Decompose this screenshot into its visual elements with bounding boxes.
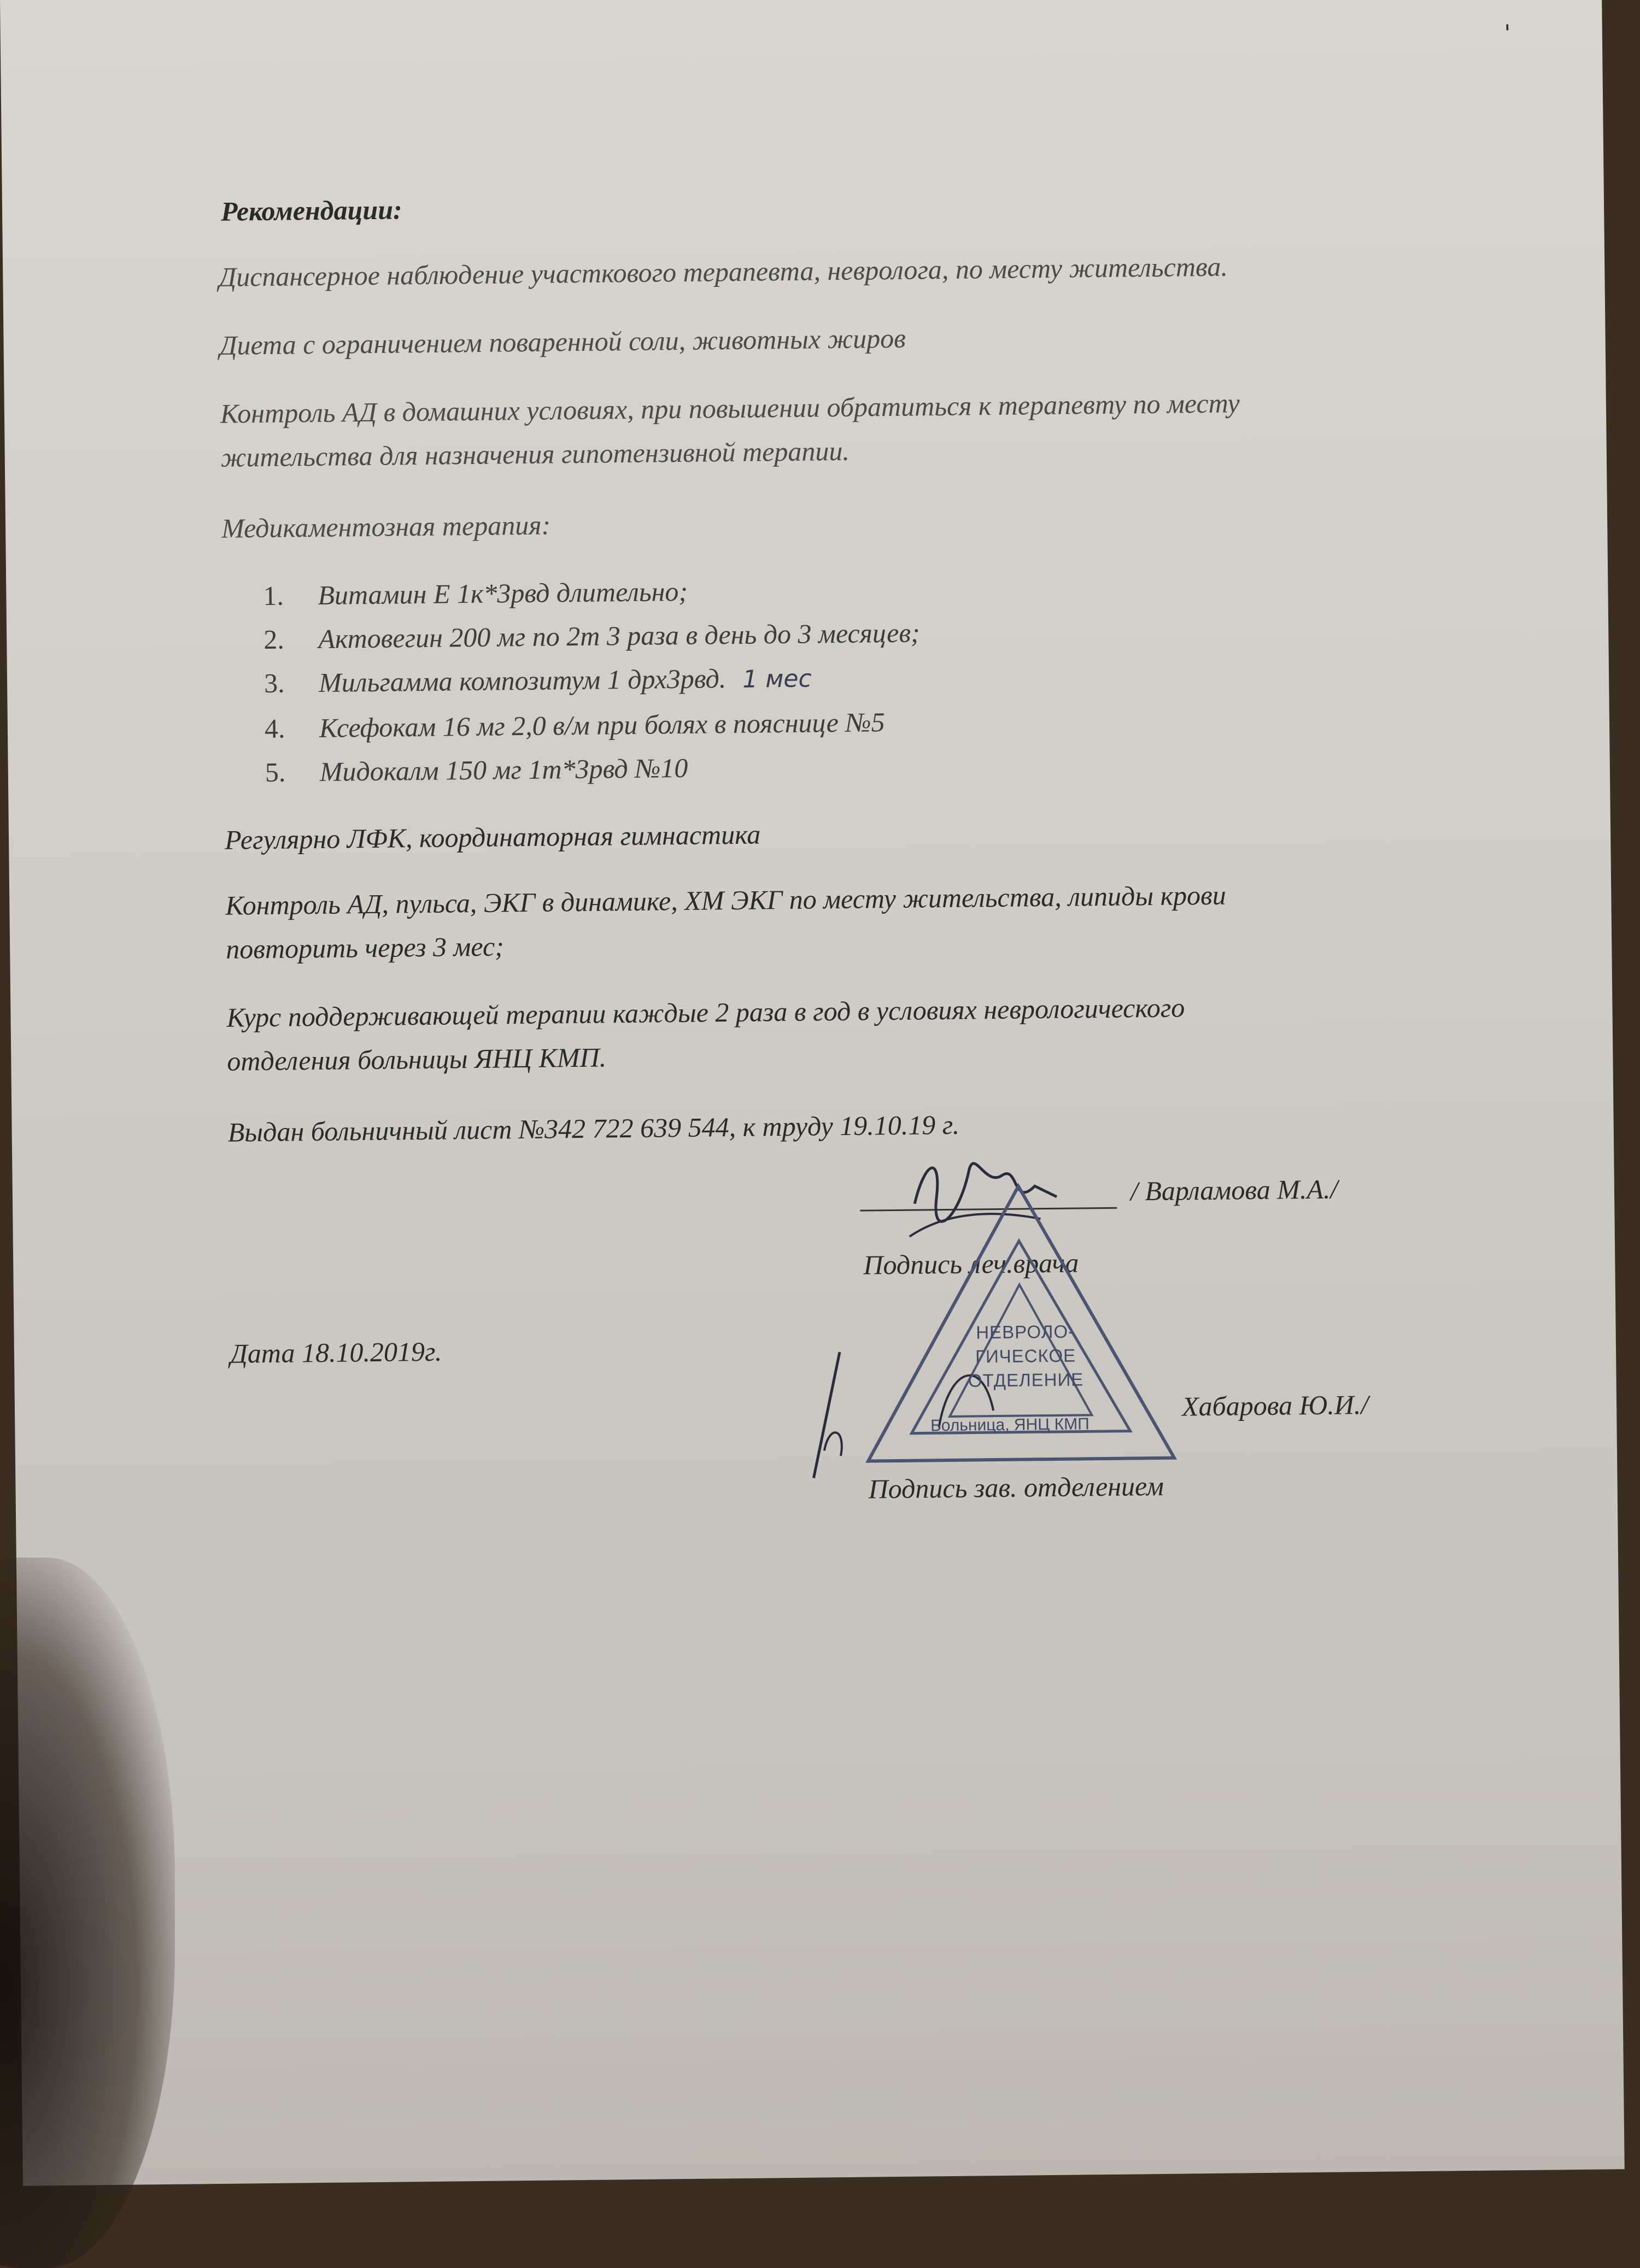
- medication-number: 1.: [263, 580, 284, 612]
- medication-text: Мильгамма композитум 1 дрх3рвд.: [318, 663, 727, 698]
- recommendation-control-line2: повторить через 3 мес;: [225, 931, 505, 965]
- medication-text: Ксефокам 16 мг 2,0 в/м при болях в пояснице №5: [319, 707, 885, 743]
- head-signature-caption: Подпись зав. отделением: [868, 1470, 1164, 1505]
- recommendation-control-line1: Контроль АД, пульса, ЭКГ в динамике, ХМ ЭКГ по месту жительства, липиды крови: [225, 879, 1226, 921]
- date: Дата 18.10.2019г.: [230, 1336, 442, 1369]
- recommendation-bp-line2: жительства для назначения гипотензивной терапии.: [220, 435, 850, 473]
- stamp-line: НЕВРОЛО-: [976, 1321, 1075, 1343]
- heading: Рекомендации:: [220, 194, 402, 227]
- medication-number: 5.: [265, 756, 286, 788]
- medication-number: 4.: [264, 713, 285, 744]
- sick-leave: Выдан больничный лист №342 722 639 544, к труду 19.10.19 г.: [227, 1109, 960, 1148]
- medication-text: Мидокалм 150 мг 1т*3рвд №10: [319, 752, 688, 787]
- head-name: Хабарова Ю.И./: [1181, 1389, 1369, 1422]
- recommendation-course-line2: отделения больницы ЯНЦ КМП.: [227, 1042, 607, 1077]
- recommendation-bp-line1: Контроль АД в домашних условиях, при повышении обратиться к терапевту по месту: [220, 387, 1240, 429]
- recommendation-course-line1: Курс поддерживающей терапии каждые 2 раза в год в условиях неврологического: [226, 992, 1185, 1033]
- doctor-name: / Варламова М.А./: [1130, 1173, 1338, 1207]
- medication-number: 2.: [263, 624, 285, 655]
- handwritten-note: 1 мес: [742, 665, 812, 694]
- medication-text: Витамин Е 1к*3рвд длительно;: [318, 575, 688, 610]
- medication-item: [265, 700, 921, 750]
- medication-number: 3.: [263, 667, 285, 699]
- medication-item: [263, 567, 919, 618]
- medication-item: [265, 743, 921, 794]
- margin-mark: ˈ: [1501, 17, 1514, 60]
- doctor-signature-caption: Подпись леч.врача: [863, 1247, 1079, 1280]
- therapy-label: Медикаментозная терапия:: [221, 509, 551, 544]
- medication-item: [263, 610, 920, 661]
- stamp-line: ОТДЕЛЕНИЕ: [968, 1369, 1084, 1391]
- recommendation-dispensary: Диспансерное наблюдение участкового терапевта, невролога, по месту жительства.: [219, 251, 1228, 292]
- stamp-line: ГИЧЕСКОЕ: [975, 1345, 1076, 1367]
- medication-list: [263, 567, 922, 794]
- medication-text: Актовегин 200 мг по 2т 3 раза в день до 3 месяцев;: [318, 617, 920, 654]
- medication-item: [264, 654, 921, 707]
- recommendation-diet: Диета с ограничением поваренной соли, животных жиров: [219, 322, 906, 361]
- stamp-center-text: [962, 1319, 1088, 1392]
- stamp-bottom-text: Больница, ЯНЦ КМП: [930, 1415, 1090, 1435]
- recommendation-lfk: Регулярно ЛФК, координаторная гимнастика: [224, 819, 761, 855]
